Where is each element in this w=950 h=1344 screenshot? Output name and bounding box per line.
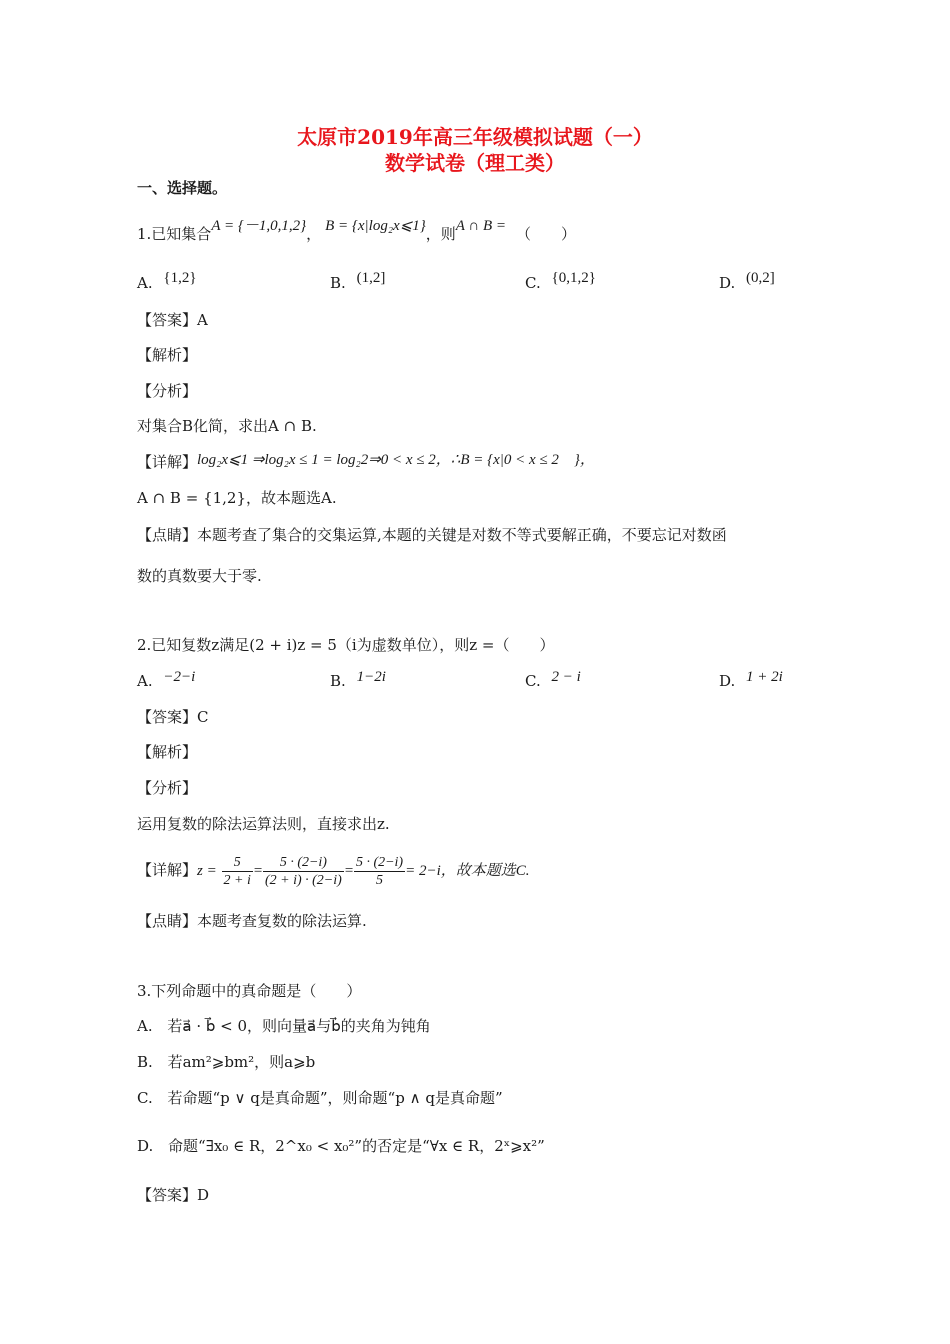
- detail-heading: 【详解】: [137, 861, 198, 879]
- q3-option-b: [137, 1051, 315, 1073]
- option-label: C.: [137, 1089, 153, 1107]
- q1-option-c: [525, 272, 596, 295]
- q3-option-a: [137, 1015, 431, 1037]
- q1-stem-prefix: 1.已知集合: [137, 225, 212, 243]
- q1-expr: A ∩ B =: [455, 218, 507, 234]
- q3-option-c: [137, 1087, 503, 1109]
- q3-option-d: [137, 1135, 545, 1157]
- q1-stem: [137, 218, 577, 246]
- option-value: (0,2]: [746, 270, 775, 286]
- option-value: {1,2}: [163, 270, 197, 286]
- q2-dianjing: 【点睛】本题考查复数的除法运算.: [137, 912, 367, 930]
- fraction-numerator: 5: [222, 854, 253, 872]
- q2-option-b: [330, 670, 386, 693]
- q2-option-c: [525, 670, 581, 693]
- option-label: A.: [137, 672, 153, 690]
- option-label: C.: [525, 274, 541, 292]
- q2-detail: 【详解】z = $\frac{5}{2 + i}$ = $\frac{5 \cdot (2-i)}{(2 + i) \cdot (2-i)}$ = $\frac{5 \cdot (2-i)}{5}$ = 2−i，故本题选C.: [137, 854, 530, 888]
- q1-fenxi-text: 对集合B化简，求出A ∩ B.: [137, 417, 317, 435]
- q1-comma: ，: [306, 225, 322, 243]
- q1-analysis-heading: 【解析】: [137, 346, 198, 364]
- option-label: D.: [719, 672, 736, 690]
- q1-dianjing-line2: 数的真数要大于零.: [137, 567, 262, 585]
- option-value: 若am²⩾bm²，则a⩾b: [167, 1053, 316, 1071]
- option-label: A.: [137, 274, 153, 292]
- fraction-3: [354, 854, 405, 889]
- detail-heading: 【详解】: [137, 453, 198, 471]
- q1-detail-line2: A ∩ B = {1,2}，故本题选A.: [137, 489, 337, 507]
- q1-stem-mid: ，则: [425, 225, 456, 243]
- q1-paren: （ ）: [516, 225, 577, 243]
- option-value: (1,2]: [356, 270, 386, 286]
- fraction-2: [263, 854, 344, 889]
- section-heading: 一、选择题。: [137, 179, 228, 197]
- q2-option-d: [719, 670, 783, 693]
- option-value: 若命题“p ∨ q是真命题”，则命题“p ∧ q是真命题”: [167, 1089, 503, 1107]
- page-title: 太原市2019年高三年级模拟试题（一）: [297, 125, 653, 149]
- q2-analysis-heading: 【解析】: [137, 743, 198, 761]
- q1-option-b: [330, 272, 385, 295]
- q1-answer: 【答案】A: [137, 311, 208, 329]
- q2-option-a: [137, 670, 195, 693]
- option-label: D.: [137, 1137, 154, 1155]
- detail-lhs: z =: [197, 863, 217, 879]
- fraction-denominator: 2 + i: [223, 872, 251, 888]
- option-value: 若a⃗ · b⃗ < 0，则向量a⃗与b⃗的夹角为钝角: [167, 1017, 431, 1035]
- q2-fenxi-heading: 【分析】: [137, 779, 198, 797]
- option-label: A.: [137, 1017, 153, 1035]
- fraction-1: [222, 854, 253, 889]
- q3-stem: 3.下列命题中的真命题是（ ）: [137, 982, 362, 1000]
- q1-option-a: [137, 272, 197, 295]
- option-value: 命题“∃x₀ ∈ R，2^x₀ < x₀²”的否定是“∀x ∈ R，2ˣ⩾x²”: [168, 1137, 545, 1155]
- q1-set-a: A = {－1,0,1,2}: [211, 218, 307, 234]
- fraction-denominator: (2 + i) · (2−i): [264, 872, 342, 888]
- option-label: B.: [137, 1053, 153, 1071]
- option-value: 1−2i: [356, 669, 386, 685]
- q1-set-b: B = {x|log₂x⩽1}: [325, 218, 426, 234]
- option-label: D.: [719, 274, 736, 292]
- option-value: 1 + 2i: [746, 669, 783, 685]
- q1-detail-line1: [137, 451, 595, 474]
- option-value: 2 − i: [551, 669, 581, 685]
- detail-text: log₂x⩽1 ⇒log₂x ≤ 1 = log₂2⇒0 < x ≤ 2，∴B = {x|0 < x ≤ 2 }，: [197, 452, 595, 468]
- q1-fenxi-heading: 【分析】: [137, 382, 198, 400]
- fraction-numerator: 5 · (2−i): [355, 854, 404, 870]
- detail-tail: = 2−i，故本题选C.: [405, 863, 530, 879]
- q2-stem: 2.已知复数z满足(2 + i)z = 5（i为虚数单位），则z =（ ）: [137, 636, 555, 654]
- page-subtitle: 数学试卷（理工类）: [385, 151, 565, 175]
- option-label: C.: [525, 672, 541, 690]
- option-label: B.: [330, 672, 346, 690]
- option-label: B.: [330, 274, 346, 292]
- option-value: −2−i: [163, 669, 196, 685]
- q2-fenxi-text: 运用复数的除法运算法则，直接求出z.: [137, 815, 390, 833]
- q3-answer: 【答案】D: [137, 1186, 210, 1204]
- q2-answer: 【答案】C: [137, 708, 209, 726]
- fraction-numerator: 5 · (2−i): [263, 854, 344, 872]
- option-value: {0,1,2}: [551, 270, 596, 286]
- q1-dianjing-line1: 【点睛】本题考查了集合的交集运算,本题的关键是对数不等式要解正确，不要忘记对数函: [137, 526, 727, 544]
- q1-option-d: [719, 272, 775, 295]
- fraction-denominator: 5: [376, 872, 384, 888]
